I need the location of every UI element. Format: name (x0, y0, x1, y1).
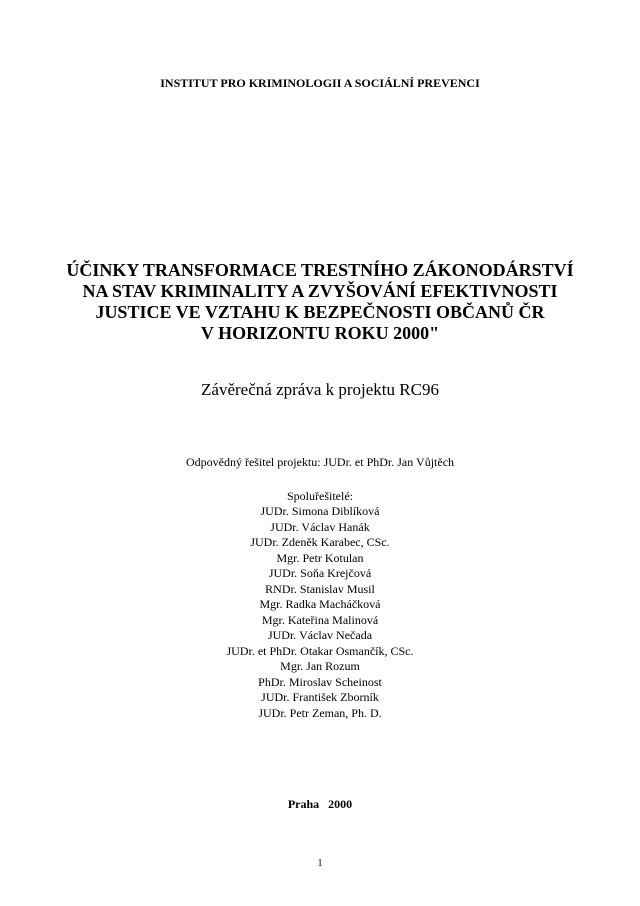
title-line: JUSTICE VE VZTAHU K BEZPEČNOSTI OBČANŮ ČR (95, 302, 545, 322)
place-year: Praha 2000 (287, 797, 353, 811)
co-researcher: RNDr. Stanislav Musil (265, 581, 375, 596)
co-researcher: JUDr. Václav Hanák (270, 519, 370, 534)
co-researchers-heading: Spoluřešitelé: (287, 489, 353, 503)
institute-name: INSTITUT PRO KRIMINOLOGII A SOCIÁLNÍ PREVENCI (160, 76, 480, 90)
co-researcher: Mgr. Kateřina Malinová (261, 612, 379, 627)
title-line: ÚČINKY TRANSFORMACE TRESTNÍHO ZÁKONODÁRSTVÍ (66, 260, 574, 280)
report-title (0, 260, 640, 344)
co-researcher: Mgr. Radka Macháčková (259, 597, 381, 611)
co-researcher: JUDr. František Zborník (261, 690, 379, 704)
page-number: 1 (317, 858, 323, 869)
co-researcher: JUDr. Soňa Krejčová (268, 566, 372, 580)
title-line: NA STAV KRIMINALITY A ZVYŠOVÁNÍ EFEKTIVNOSTI (82, 281, 558, 301)
co-researcher: Mgr. Jan Rozum (280, 659, 360, 673)
report-subtitle: Závěrečná zpráva k projektu RC96 (201, 380, 439, 399)
co-researcher: JUDr. Zdeněk Karabec, CSc. (250, 535, 390, 549)
co-researcher: Mgr. Petr Kotulan (276, 550, 364, 565)
co-researcher: JUDr. Václav Nečada (267, 628, 373, 642)
lead-researcher: Odpovědný řešitel projektu: JUDr. et PhDr. Jan Vůjtěch (185, 455, 455, 469)
title-line: V HORIZONTU ROKU 2000" (200, 323, 440, 343)
co-researcher: JUDr. Simona Diblíková (260, 504, 380, 518)
co-researcher: PhDr. Miroslav Scheinost (258, 674, 382, 689)
co-researcher: JUDr. et PhDr. Otakar Osmančík, CSc. (226, 643, 414, 658)
co-researchers-list (0, 504, 640, 721)
co-researcher: JUDr. Petr Zeman, Ph. D. (258, 705, 382, 720)
